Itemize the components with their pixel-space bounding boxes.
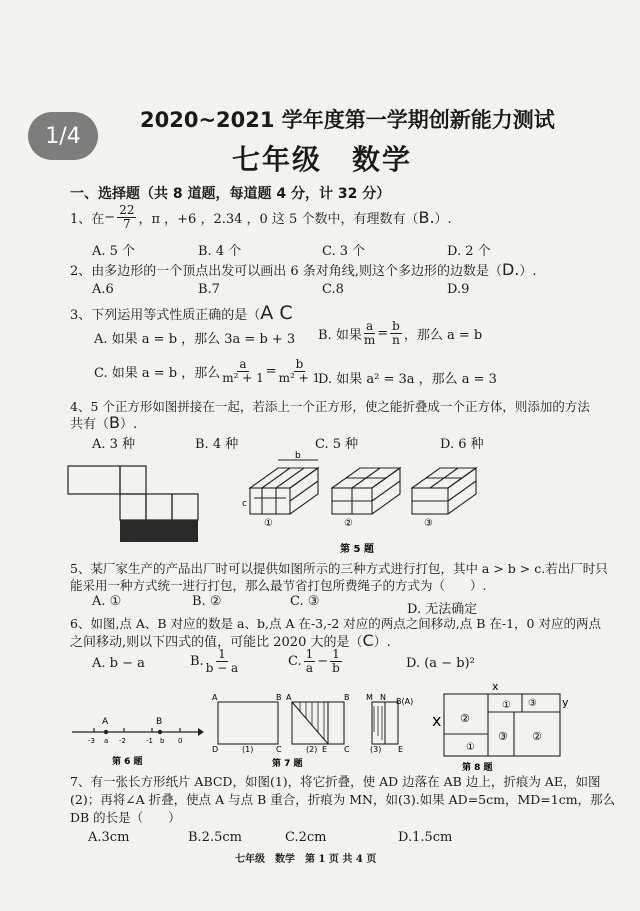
fig8-y-right: y — [562, 696, 569, 709]
section-heading: 一、选择题（共 8 道题，每道题 4 分，计 32 分） — [70, 186, 391, 202]
figure-4-net — [68, 466, 218, 556]
q6b-num: 1 — [218, 647, 226, 661]
point-a — [104, 730, 108, 734]
figure-6-number-line — [72, 712, 204, 768]
q1-num: 1、在 — [70, 212, 105, 227]
q3c-frac-1 — [222, 358, 264, 385]
fig5-label-1: ① — [264, 518, 273, 529]
q3-option-a: A. 如果 a = b ，那么 3a = b + 3 — [94, 332, 296, 347]
q4-pre: 共有（ — [70, 417, 110, 432]
q6-option-b — [190, 648, 240, 675]
q2-option-c: C.8 — [322, 282, 344, 297]
fig6-tick-m2: -2 — [119, 737, 126, 745]
q6c-f2-num: 1 — [332, 647, 340, 661]
net-square — [68, 466, 120, 494]
q4-option-d: D. 6 种 — [440, 437, 484, 452]
exam-title: 2020~2021 学年度第一学期创新能力测试 — [140, 108, 555, 132]
exam-subtitle: 七年级 数学 — [232, 143, 413, 176]
fig7-C2: C — [344, 745, 350, 754]
q7-option-a: A.3cm — [88, 830, 130, 845]
q6c-f2-den: b — [332, 661, 340, 675]
figure-7-folding — [210, 692, 422, 768]
q7-option-c: C.2cm — [285, 830, 327, 845]
q5-option-b: B. ② — [192, 594, 222, 609]
q4-line-2 — [70, 413, 137, 432]
q1-close: ）. — [434, 212, 452, 227]
fig5-label-b: b — [295, 451, 301, 461]
fig6-tick-m1: -1 — [146, 737, 153, 745]
fig6-label-A: A — [102, 717, 109, 727]
fig7-B2: B — [344, 693, 350, 702]
q2-close: ）. — [519, 264, 537, 279]
q3b-post: ，那么 a = b — [403, 328, 483, 343]
q3b-frac-2 — [390, 320, 402, 347]
q6-answer: C — [362, 631, 374, 650]
fig7-BA3: B(A) — [396, 697, 414, 706]
q4-answer: B — [109, 413, 120, 432]
q4-post: ）. — [120, 417, 138, 432]
q1-fraction — [117, 204, 136, 231]
figure-5-caption: 第 5 题 — [340, 544, 374, 555]
fig8-x-left: x — [432, 711, 442, 730]
figure-6-caption: 第 6 题 — [112, 757, 143, 767]
q3-answer: A C — [260, 302, 293, 324]
q1-option-b: B. 4 个 — [198, 244, 242, 259]
fig8-circle-1b: ① — [466, 742, 475, 753]
fig8-x-top: x — [492, 680, 499, 693]
fig7-l3: (3) — [370, 745, 382, 754]
q6c-pre: C. — [288, 654, 302, 669]
figure-4-caption: 第 4 题 — [130, 543, 161, 553]
q6c-frac-2 — [330, 648, 342, 675]
fig6-tick-0: 0 — [178, 737, 183, 745]
fig7-l2: (2) — [306, 745, 318, 754]
q5-option-c: C. ③ — [290, 594, 320, 609]
net-square — [172, 494, 198, 520]
fig8-circle-2a: ② — [460, 712, 470, 725]
fig7-A2: A — [286, 693, 292, 702]
q6-option-a: A. b − a — [92, 656, 145, 671]
q2-option-b: B.7 — [198, 282, 220, 297]
fig7-l1: (1) — [242, 745, 254, 754]
q3b-pre: B. 如果 — [318, 328, 362, 343]
q7-line-3: DB 的长是（ ） — [70, 810, 181, 825]
fig7-E2: E — [322, 745, 328, 754]
q3b-f1-num: a — [365, 319, 374, 333]
q3b-f1-den: m — [363, 333, 376, 347]
fig7-hatching — [300, 702, 382, 740]
net-square — [120, 494, 146, 520]
figure-4-shadow — [120, 520, 198, 542]
q3c-f1-den: m² + 1 — [222, 371, 264, 385]
q3b-eq: = — [377, 326, 389, 341]
q6-line-1: 6、如图,点 A、B 对应的数是 a、b,点 A 在-3,-2 对应的两点之间移动,点 B 在-1，0 对应的两点 — [70, 616, 601, 631]
q7-option-b: B.2.5cm — [188, 830, 242, 845]
q1-option-a: A. 5 个 — [92, 244, 136, 259]
question-2 — [70, 260, 537, 279]
page-indicator-badge[interactable]: 1/4 — [28, 112, 98, 160]
q5-line-1: 5、某厂家生产的产品出厂时可以提供如图所示的三种方式进行打包，其中 a > b > c.若出厂时只 — [70, 561, 608, 576]
net-square — [146, 494, 172, 520]
fig6-tick-b: b — [160, 737, 165, 745]
fig8-circle-1a: ① — [502, 700, 511, 711]
q7-line-1: 7、有一张长方形纸片 ABCD，如图(1)，将它折叠，使 AD 边落在 AB 边上，折痕为 AE，如图 — [70, 774, 601, 789]
net-square — [120, 466, 146, 494]
q1-neg-sign: − — [104, 210, 116, 225]
fig7-D1: D — [212, 745, 219, 754]
fig7-A1: A — [212, 693, 218, 702]
pkg1-front — [250, 488, 290, 514]
q7-line-2: (2)；再将∠A 折叠，使点 A 与点 B 重合，折痕为 MN，如(3).如果 AD=5cm，MD=1cm，那么 — [70, 792, 616, 807]
q6-option-c: C. $\frac{1}{a}$ − $\frac{1}{b}$ — [288, 647, 340, 675]
q6c-frac-1 — [304, 648, 316, 675]
q6c-f1-den: a — [305, 661, 314, 675]
fig7-C1: C — [276, 745, 282, 754]
q3-option-b — [318, 320, 482, 347]
fig7-rect-1 — [218, 702, 278, 744]
fig5-label-c: c — [242, 499, 247, 509]
q4-option-b: B. 4 种 — [195, 437, 239, 452]
fig6-tick-a: a — [104, 737, 109, 745]
q3c-f2-num: b — [295, 357, 304, 371]
q3-option-d: D. 如果 a² = 3a ，那么 a = 3 — [318, 372, 497, 387]
fig5-label-2: ② — [344, 518, 353, 529]
q3c-pre: C. 如果 a = b ，那么 — [94, 366, 221, 381]
q3b-f2-num: b — [392, 319, 400, 333]
fig7-E3: E — [398, 745, 404, 754]
fig5-label-3: ③ — [424, 518, 433, 529]
fig6-tick-m3: -3 — [88, 737, 95, 745]
q6-post: ）. — [373, 635, 391, 650]
q3-text: 3、下列运用等式性质正确的是（ — [70, 308, 261, 323]
q3b-frac-1 — [364, 320, 375, 347]
q2-text: 2、由多边形的一个顶点出发可以画出 6 条对角线,则这个多边形的边数是（ — [70, 264, 502, 279]
q3c-frac-2 — [279, 358, 321, 385]
pkg1-top — [250, 468, 318, 488]
figure-7-caption: 第 7 题 — [272, 759, 303, 769]
q6-pre: 之间移动,则以下四式的值，可能比 2020 大的是（ — [70, 635, 363, 650]
fig8-circle-3b: ③ — [528, 698, 537, 709]
fig7-M3: M — [366, 693, 373, 702]
q2-option-a: A.6 — [92, 282, 114, 297]
q6c-f1-num: 1 — [305, 647, 314, 661]
q6b-den: b − a — [205, 661, 239, 675]
fig8-circle-3a: ③ — [498, 730, 508, 743]
q2-answer: D. — [501, 260, 520, 279]
q4-option-a: A. 3 种 — [92, 437, 136, 452]
q1-answer: B. — [418, 208, 435, 227]
q1-option-d: D. 2 个 — [447, 244, 491, 259]
point-b — [158, 730, 162, 734]
q4-line-1: 4、5 个正方形如图拼接在一起，若添上一个正方形，使之能折叠成一个正方体，则添加的方法 — [70, 399, 590, 414]
question-1 — [70, 204, 452, 231]
q6-option-d: D. (a − b)² — [406, 656, 475, 671]
figure-5-packages — [240, 448, 480, 558]
q7-option-d: D.1.5cm — [398, 830, 453, 845]
q5-option-d: D. 无法确定 — [407, 602, 478, 617]
figure-8-caption: 第 8 题 — [462, 763, 493, 773]
q1-option-c: C. 3 个 — [322, 244, 366, 259]
question-3 — [70, 302, 293, 324]
q5-line-2: 能采用一种方式统一进行打包，那么最节省打包所费绳子的方式为（ ）. — [70, 578, 487, 593]
figure-8-partition — [432, 682, 572, 772]
q2-option-d: D.9 — [447, 282, 470, 297]
q3-option-c: C. 如果 a = b ，那么 $\frac{a}{\text{m² + 1}}$ = $\frac{b}{\text{m² + 1}}$ — [94, 357, 321, 385]
q3c-f2-den: m² + 1 — [278, 371, 321, 385]
q3c-f1-num: a — [239, 357, 247, 371]
q3b-f2-den: n — [392, 333, 400, 347]
q1-frac-num: 22 — [119, 203, 135, 217]
q4-option-c: C. 5 种 — [315, 437, 359, 452]
fig7-B1: B — [276, 693, 282, 702]
page-footer: 七年级 数学 第 1 页 共 4 页 — [235, 854, 377, 865]
q6b-frac — [206, 648, 239, 675]
q1-frac-den: 7 — [123, 217, 131, 231]
q6b-pre: B. — [190, 654, 204, 669]
fig8-circle-2b: ② — [532, 730, 542, 743]
fig7-N3: N — [380, 693, 386, 702]
arrow-icon — [198, 728, 204, 736]
q1-text: ，π ，+6 ，2.34 ，0 这 5 个数中，有理数有（ — [138, 212, 419, 227]
fig6-label-B: B — [156, 717, 163, 727]
q5-option-a: A. ① — [92, 594, 122, 609]
